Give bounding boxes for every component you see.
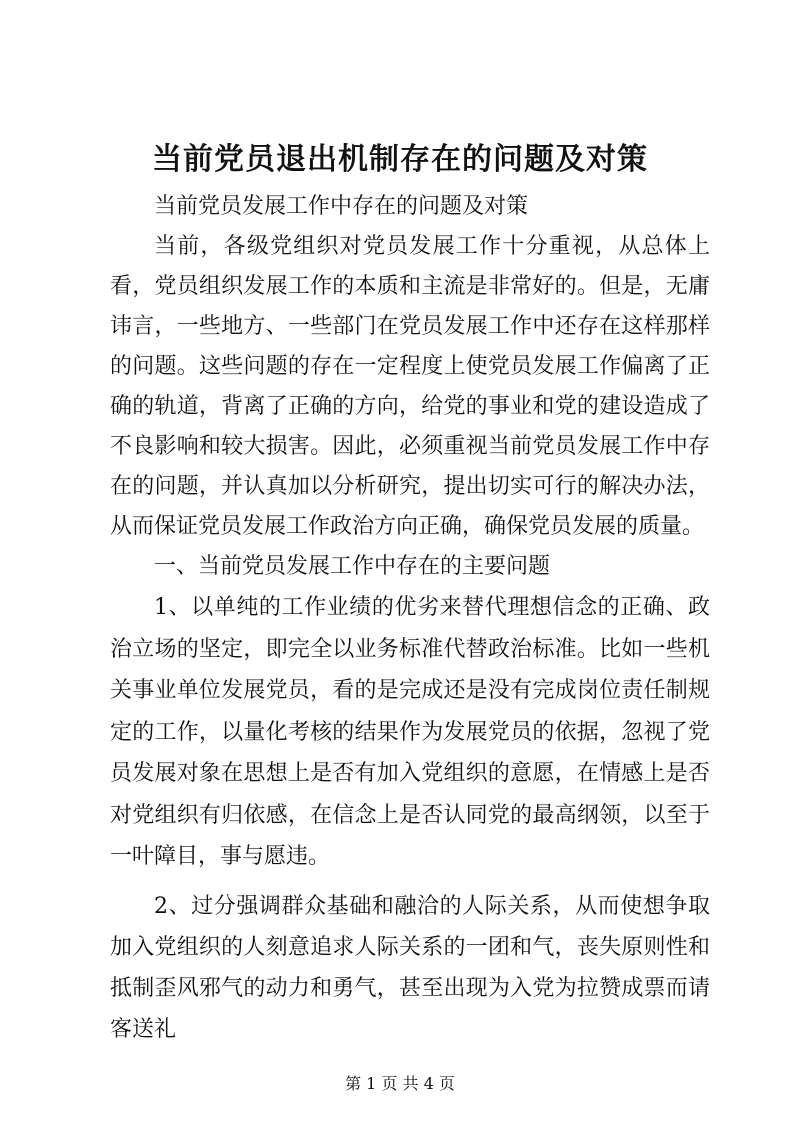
document-body <box>110 187 710 1050</box>
subtitle-paragraph: 当前党员发展工作中存在的问题及对策 <box>154 194 529 219</box>
document-title: 当前党员退出机制存在的问题及对策 <box>152 142 648 177</box>
section-heading: 一、当前党员发展工作中存在的主要问题 <box>154 554 551 579</box>
issue-1-paragraph: 1、以单纯的工作业绩的优劣来替代理想信念的正确、政治立场的坚定，即完全以业务标准代替政治标准。比如一些机关事业单位发展党员，看的是完成还是没有完成岗位责任制规定的工作，以量化考核的结果作为发展党员的依据，忽视了党员发展对象在思想上是否有加入党组织的意愿，在情感上是否对党组织有归依感，在信念上是否认同党的最高纲领，以至于一叶障目，事与愿违。 <box>110 595 710 869</box>
issue-2-paragraph: 2、过分强调群众基础和融洽的人际关系，从而使想争取加入党组织的人刻意追求人际关系的一团和气，丧失原则性和抵制歪风邪气的动力和勇气，甚至出现为入党为拉赞成票而请客送礼 <box>110 893 710 1042</box>
intro-paragraph: 当前，各级党组织对党员发展工作十分重视，从总体上看，党员组织发展工作的本质和主流是非常好的。但是，无庸讳言，一些地方、一些部门在党员发展工作中还存在这样那样的问题。这些问题的存在一定程度上使党员发展工作偏离了正确的轨道，背离了正确的方向，给党的事业和党的建设造成了不良影响和较大损害。因此，必须重视当前党员发展工作中存在的问题，并认真加以分析研究，提出切实可行的解决办法，从而保证党员发展工作政治方向正确，确保党员发展的质量。 <box>110 234 710 539</box>
page-number-footer: 第 1 页 共 4 页 <box>345 1074 455 1093</box>
